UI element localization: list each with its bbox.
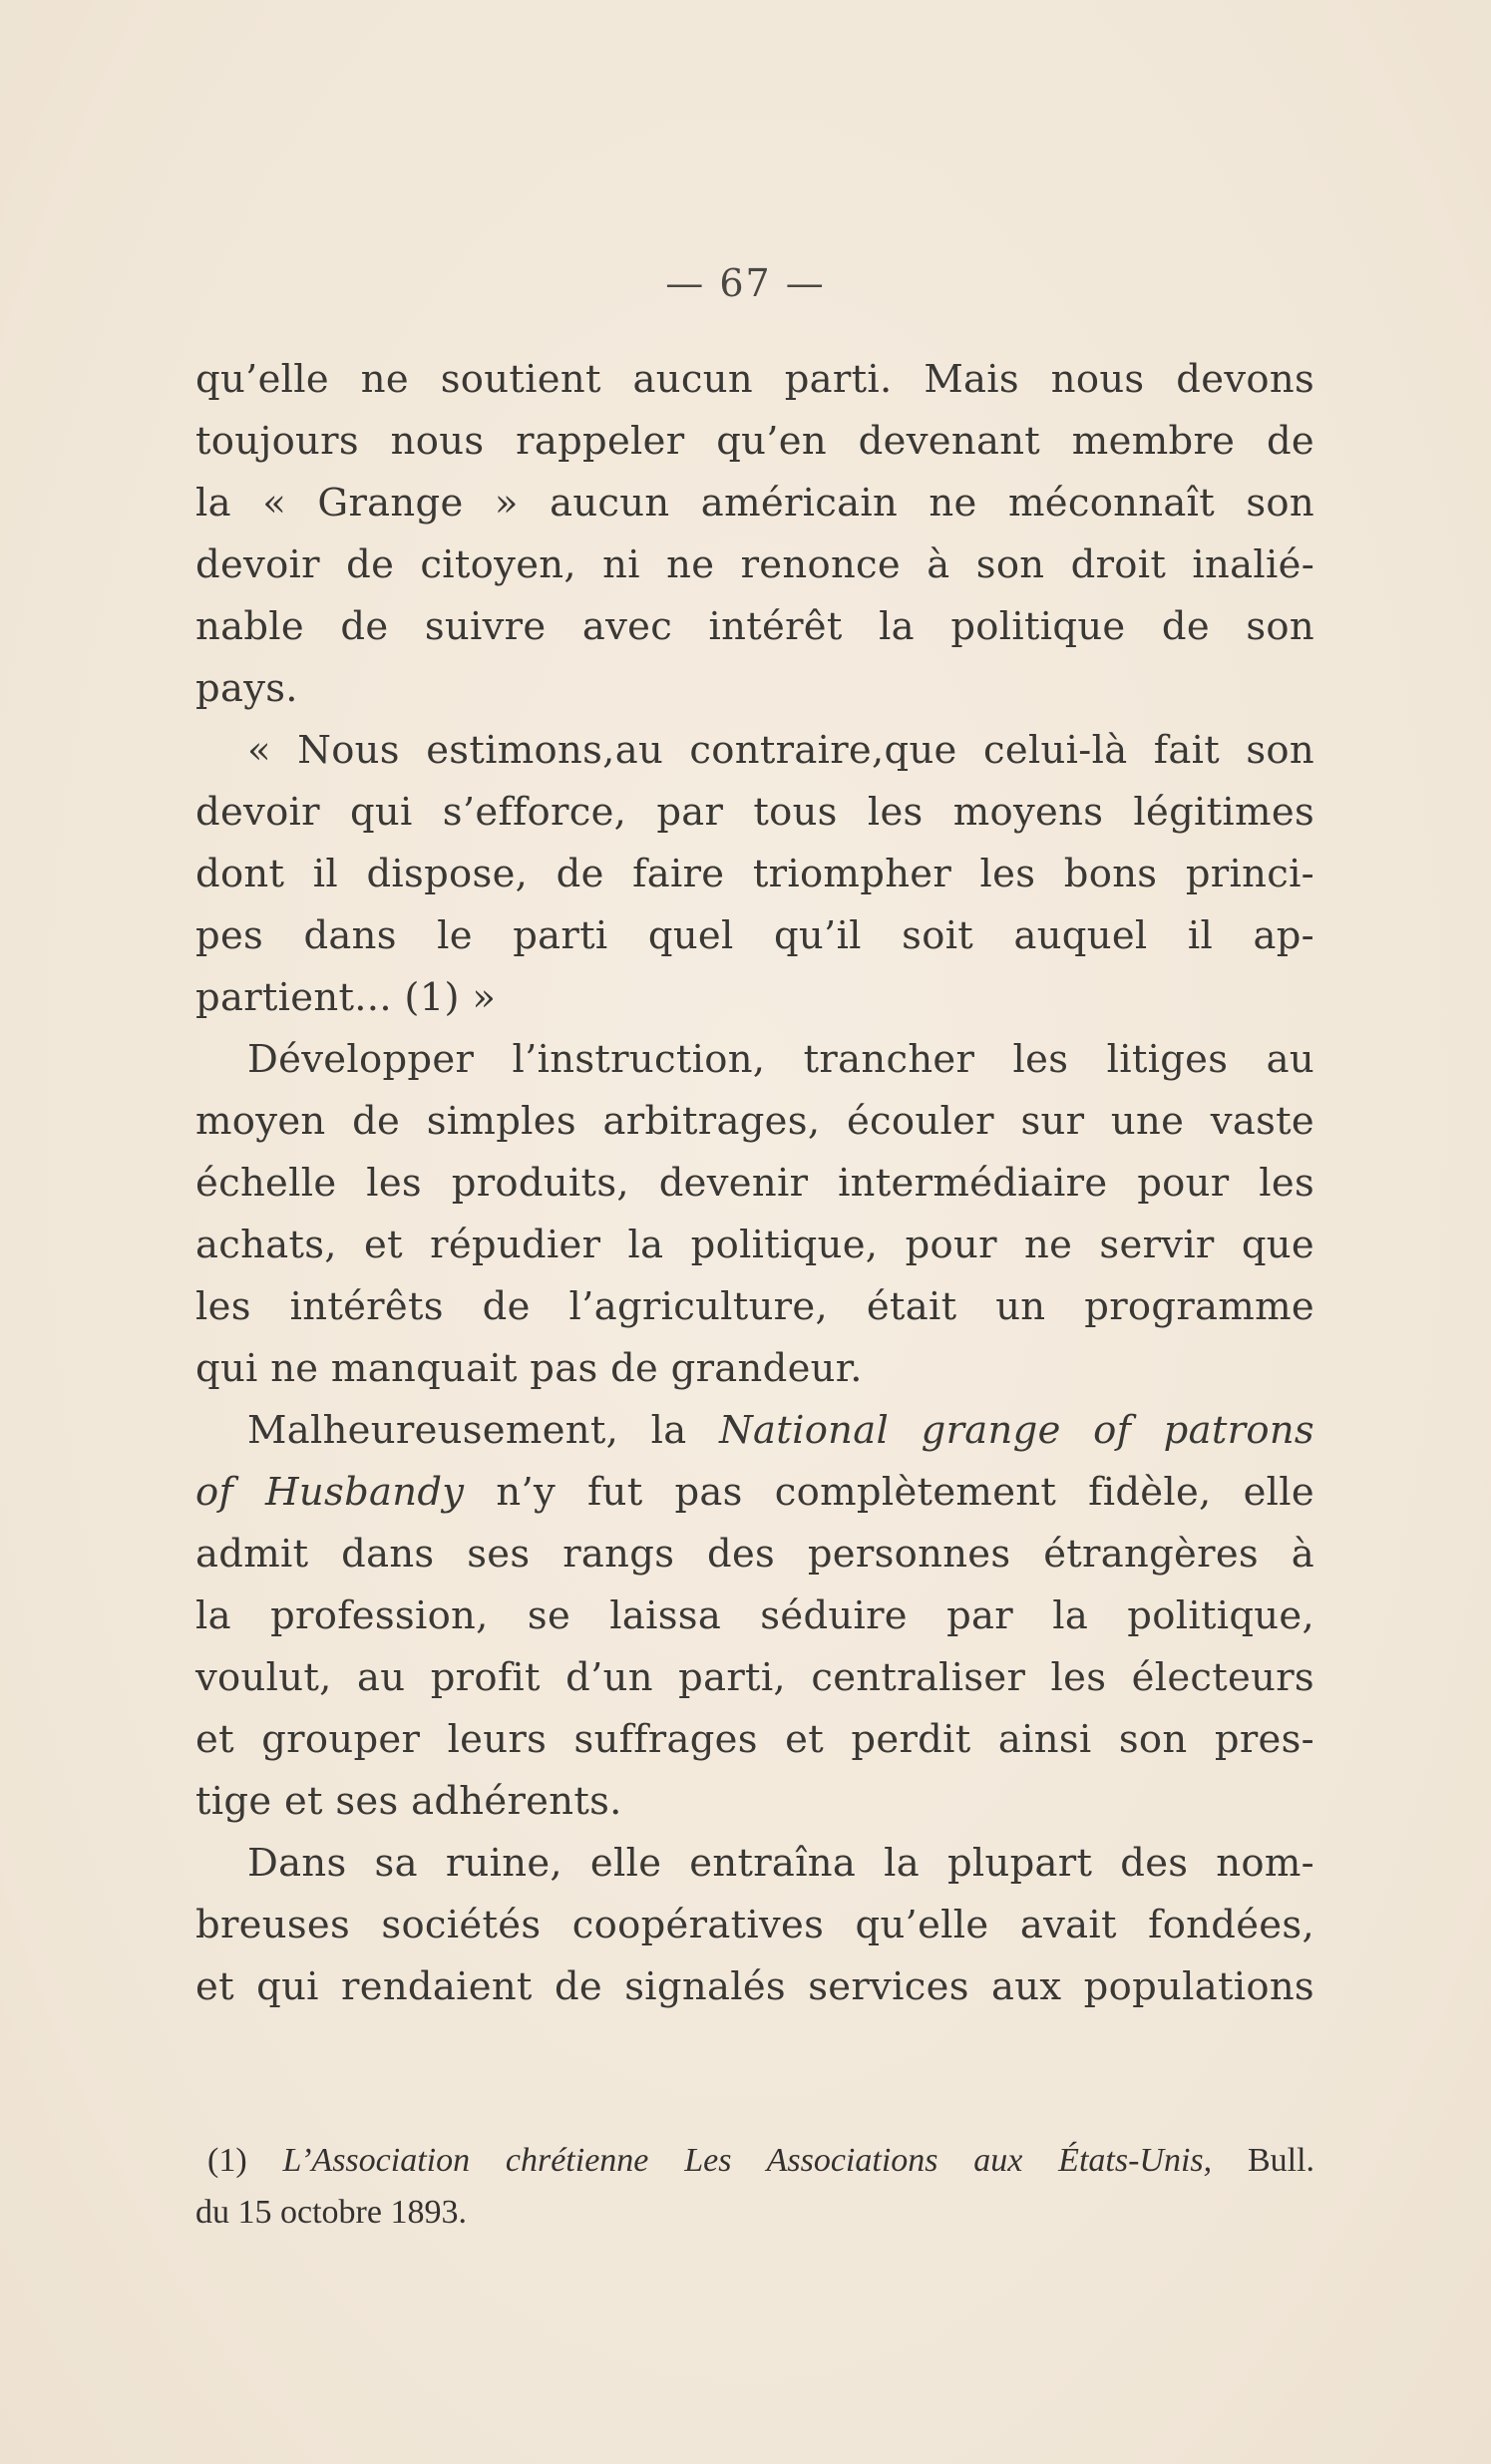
text-line: la « Grange » aucun américain ne méconnaît son: [195, 481, 1314, 526]
text-segment: Malheureusement, la: [247, 1408, 720, 1453]
italic-title: of Husbandy: [195, 1470, 465, 1515]
text-line: « Nous estimons,au contraire,que celui-là fait son: [247, 728, 1314, 773]
text-line: Développer l’instruction, trancher les litiges au: [247, 1037, 1314, 1082]
italic-title: National grange of patrons: [719, 1408, 1314, 1453]
text-line: Dans sa ruine, elle entraîna la plupart des nom-: [247, 1841, 1314, 1886]
text-line: qu’elle ne soutient aucun parti. Mais nous devons: [195, 357, 1314, 402]
text-line: devoir de citoyen, ni ne renonce à son droit inalié-: [195, 542, 1314, 587]
text-line: les intérêts de l’agriculture, était un programme: [195, 1284, 1314, 1329]
footnote-line: [207, 2139, 1314, 2183]
text-line: devoir qui s’efforce, par tous les moyens légitimes: [195, 790, 1314, 835]
text-line: dont il dispose, de faire triompher les bons princi-: [195, 852, 1314, 896]
footnote-marker: (1): [207, 2142, 283, 2179]
text-segment: n’y fut pas complètement fidèle, elle: [464, 1470, 1314, 1515]
text-line: moyen de simples arbitrages, écouler sur une vaste: [195, 1099, 1314, 1144]
footnote-title: Les Associations aux États-Unis,: [684, 2142, 1213, 2179]
text-line: et grouper leurs suffrages et perdit ainsi son pres-: [195, 1717, 1314, 1762]
text-line: la profession, se laissa séduire par la politique,: [195, 1593, 1314, 1638]
text-line: pes dans le parti quel qu’il soit auquel il ap-: [195, 913, 1314, 958]
text-line: tige et ses adhérents.: [195, 1779, 622, 1824]
text-line: qui ne manquait pas de grandeur.: [195, 1346, 863, 1391]
footnote-author: L’Association chrétienne: [282, 2142, 649, 2179]
text-line: [195, 1462, 1314, 1524]
text-line: [247, 1400, 1314, 1462]
text-line: pays.: [195, 666, 298, 711]
text-line: partient... (1) »: [195, 975, 497, 1020]
text-line: breuses sociétés coopératives qu’elle avait fondées,: [195, 1903, 1314, 1947]
text-line: et qui rendaient de signalés services aux populations: [195, 1964, 1314, 2009]
page-number: — 67 —: [665, 261, 826, 305]
text-line: nable de suivre avec intérêt la politique de son: [195, 604, 1314, 649]
footnote-line: du 15 octobre 1893.: [195, 2194, 467, 2231]
text-line: achats, et répudier la politique, pour ne servir que: [195, 1223, 1314, 1267]
text-line: échelle les produits, devenir intermédiaire pour les: [195, 1161, 1314, 1206]
text-line: toujours nous rappeler qu’en devenant membre de: [195, 419, 1314, 464]
footnote-publication: Bull.: [1212, 2142, 1315, 2179]
text-line: voulut, au profit d’un parti, centraliser les électeurs: [195, 1655, 1314, 1700]
text-line: admit dans ses rangs des personnes étrangères à: [195, 1532, 1314, 1577]
